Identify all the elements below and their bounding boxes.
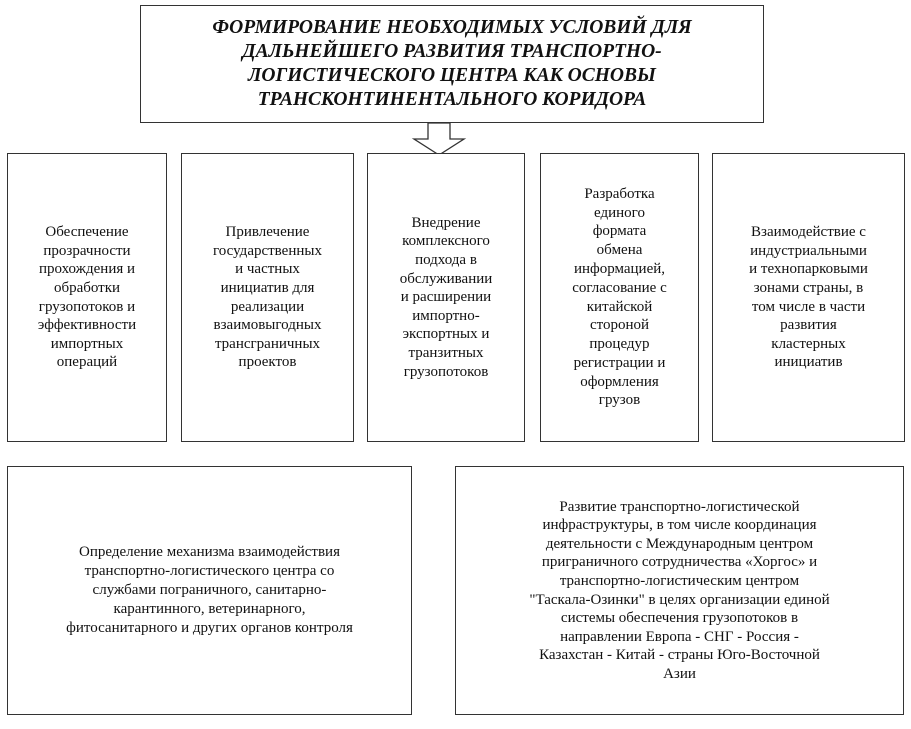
condition-card-text: Обеспечение прозрачности прохождения и обработки грузопотоков и эффективности импортных операций: [37, 224, 137, 371]
down-arrow-icon: [404, 122, 474, 156]
condition-card-transparency: [7, 153, 167, 442]
condition-card-text: Внедрение комплексного подхода в обслуживании и расширении импортно- экспортных и транзитных грузопотоков: [399, 214, 493, 380]
control-bodies-text: Определение механизма взаимодействия транспортно-логистического центра со службами пограничного, санитарно- карантинного, ветеринарного, фитосанитарного и других органов контроля: [66, 544, 353, 636]
diagram-title: ФОРМИРОВАНИЕ НЕОБХОДИМЫХ УСЛОВИЙ ДЛЯ ДАЛЬНЕЙШЕГО РАЗВИТИЯ ТРАНСПОРТНО- ЛОГИСТИЧЕСКОГО ЦЕНТРА КАК ОСНОВЫ ТРАНСКОНТИНЕНТАЛЬНОГО КОРИДОРА: [212, 17, 692, 110]
condition-card-text: Привлечение государственных и частных инициатив для реализации взаимовыгодных трансграничных проектов: [213, 224, 322, 371]
condition-card-initiatives: [181, 153, 354, 442]
title-box: [140, 5, 764, 123]
condition-card-industrial-zones: [712, 153, 905, 442]
condition-card-complex-approach: [367, 153, 525, 442]
condition-card-text: Взаимодействие с индустриальными и технопарковыми зонами страны, в том числе в части развития кластерных инициатив: [749, 224, 868, 371]
condition-card-data-format: [540, 153, 699, 442]
infrastructure-text: Развитие транспортно-логистической инфраструктуры, в том числе координация деятельности с Международным центром приграничного сотрудничества «Хоргос» и транспортно-логистическим центром "Таскала-Озинки" в целях организации единой системы обеспечения грузопотоков в направлении Европа - СНГ - Россия - Казахстан - Китай - страны Юго-Восточной Азии: [529, 498, 830, 682]
condition-card-text: Разработка единого формата обмена информацией, согласование с китайской стороной процедур регистрации и оформления грузов: [572, 185, 667, 409]
control-bodies-box: [7, 466, 412, 715]
infrastructure-box: [455, 466, 904, 715]
